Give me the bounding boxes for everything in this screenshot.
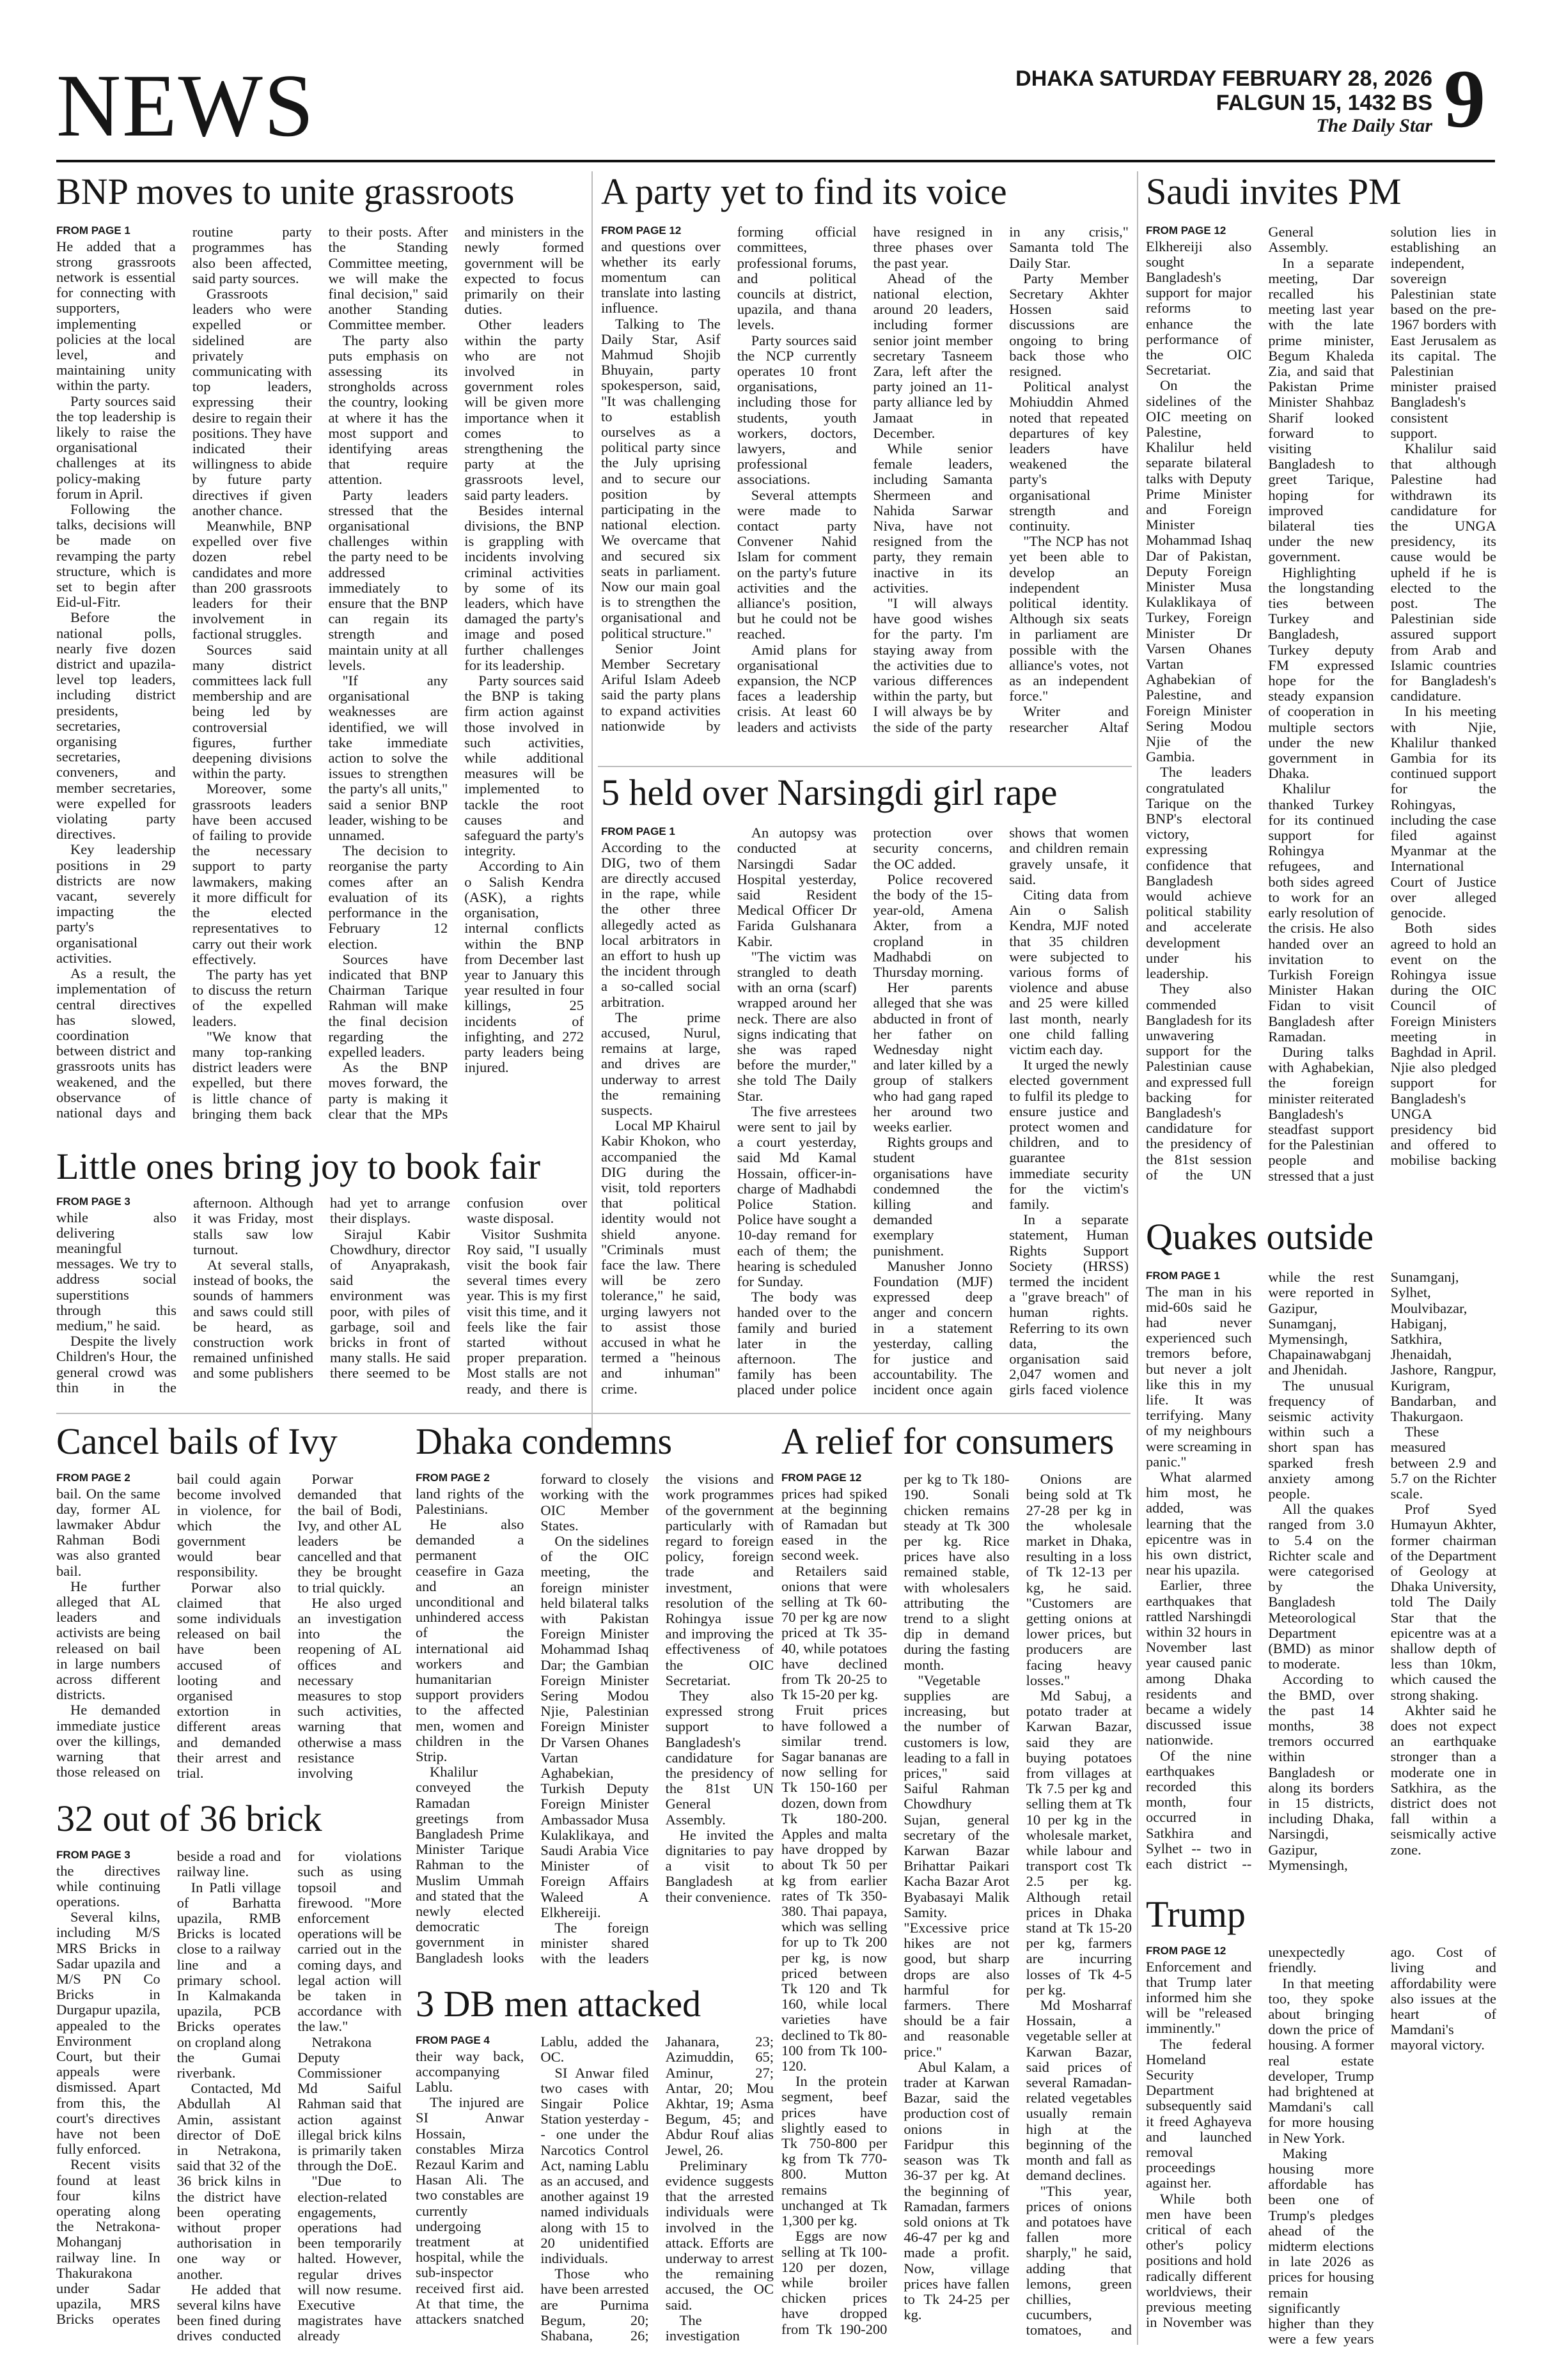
paragraph: Sirajul Kabir Chowdhury, director of Anyaprakash, said the environment was poor, with piles of garbage, soil and bricks in front of many stalls. He said there seemed to be confusion over waste disposal. xyxy=(330,1195,587,1381)
paragraph: It urged the newly elected government to fulfil its pledge to ensure justice and protect women and children, and to guarantee immediate security for the victim's family. xyxy=(1009,1057,1129,1213)
article-voice xyxy=(601,173,1129,761)
paragraph: "If any organisational weaknesses are identified, we will take immediate action to solve the issues to strengthen the party's all units," said a senior BNP leader, wishing to be unnamed. xyxy=(328,673,448,844)
paragraph: prices had spiked at the beginning of Ramadan but eased in the second week. xyxy=(781,1485,888,1564)
paragraph: Before the national polls, nearly five dozen district and upazila-level top leaders, including district presidents, secretaries, organising secretaries, conveners, and member secretaries, were expelled for violating party directives. xyxy=(56,609,176,843)
paragraph: According to Ain o Salish Kendra (ASK), a rights organisation, internal conflicts within the BNP from December last year to January this year resulted in four killings, 25 incidents of infighting, and 272 party leaders being injured. xyxy=(464,858,584,1076)
paragraph: "This year, prices of onions and potatoes have fallen more sharply," he said, adding that lemons, green chillies, cucumbers, tomatoes, and xyxy=(1026,2182,1132,2338)
headline: 32 out of 36 brick xyxy=(56,1800,322,1839)
paragraph: Md Mosharraf Hossain, a vegetable seller at Karwan Bazar, said prices of several Ramadan-related vegetables usually remain high at the beginning of the month and fall as demand declines. xyxy=(1026,1997,1132,2184)
paragraph: Sources said many district committees lack full membership and are being led by controversial figures, further deepening divisions within the party. xyxy=(192,641,312,782)
article-bnp xyxy=(56,173,584,1138)
article-dhaka-condemns xyxy=(416,1422,774,1979)
paragraph: Both sides agreed to hold an event on the Rohingya issue during the OIC Council of Foreign Ministers meeting in Baghdad in April. Njie also pledged support for Bangladesh's UNGA presidency bid and offered to mobilise backing xyxy=(1390,920,1496,1169)
headline: A relief for consumers xyxy=(781,1422,1115,1462)
paragraph: As the BNP moves forward, the party is making it clear that the MPs and ministers in the newly formed government will be expected to focus primarily on their duties. xyxy=(328,224,584,1122)
paragraph: Eggs are now selling at Tk 100-120 per dozen, while broiler chicken prices have dropped from Tk 190-200 per kg to Tk 180-190. Sonali chicken remains steady at Tk 300 per kg. Rice prices have also remained stable, with wholesalers attributing the trend to a slight dip in demand during the fasting month. xyxy=(781,1471,1010,2337)
paragraph: The party also puts emphasis on assessing its strongholds across the country, looking at where it has the most support and identifying areas that require attention. xyxy=(328,332,448,488)
from-page-label: FROM PAGE 12 xyxy=(781,1472,862,1484)
article-body xyxy=(1146,224,1496,1196)
from-page-label: FROM PAGE 2 xyxy=(416,1472,490,1484)
article-body xyxy=(601,224,1129,749)
paragraph: Several kilns, including M/S MRS Bricks in Sadar upazila and M/S PN Co Bricks in Durgapur upazila, appealed to the Environment Court, but their appeals were dismissed. Apart from this, the court's directives have not been fully enforced. xyxy=(56,1909,160,2158)
paragraph: Key leadership positions in 29 districts are now vacant, severely impacting the party's organisational activities. xyxy=(56,841,176,966)
paragraph: "Due to election-related engagements, operations had been temporarily halted. However, regular drives will now resume. Executive magistrates have already xyxy=(297,2173,402,2344)
column-divider xyxy=(1137,171,1138,2345)
article-trump xyxy=(1146,1895,1496,2356)
from-page-label: FROM PAGE 2 xyxy=(56,1472,130,1484)
paragraph: Netrakona Deputy Commissioner Md Saiful Rahman said that action against illegal brick kilns is primarily taken through the DoE. xyxy=(297,2034,402,2174)
article-body xyxy=(781,1472,1132,2347)
paragraph: In a separate meeting, Dar recalled his meeting last year with the late prime minister, Begum Khaleda Zia, and said that Pakistan Prime Minister Shahbaz Sharif looked forward to visiting Bangladesh to greet Tarique, hoping for improved bilateral ties under the new government. xyxy=(1268,254,1374,565)
paragraph: The leaders congratulated Tarique on the BNP's electoral victory, expressing confidence that Bangladesh would achieve political stability and accelerate development under his leadership. xyxy=(1146,764,1252,982)
from-page-label: FROM PAGE 1 xyxy=(601,825,675,838)
paragraph: The investigation xyxy=(665,2312,740,2344)
paragraph: Other leaders within the party who are not involved in government roles will be given more importance when it comes to strengthening the party at the grassroots level, said party leaders. xyxy=(464,316,584,503)
paragraph: Rights groups and student organisations have condemned the killing and demanded exemplary punishment. xyxy=(873,1134,993,1259)
paragraph: In that meeting too, they spoke about bringing down the price of housing. A former real estate developer, Trump had brightened at Mamdani's call for more housing in New York. xyxy=(1268,1975,1374,2146)
from-page-label: FROM PAGE 1 xyxy=(56,224,130,237)
paragraph: "The victim was strangled to death with an orna (scarf) wrapped around her neck. There are also signs indicating that she was raped before the murder," she told The Daily Star. xyxy=(737,948,857,1104)
paragraph: The decision to reorganise the party comes after an evaluation of its performance in the February 12 election. xyxy=(328,843,448,952)
paragraph: Earlier, three earthquakes that rattled Narshingdi within 32 hours in November last year caused panic among Dhaka residents and became a widely discussed issue nationwide. xyxy=(1146,1577,1252,1748)
paragraph: Meanwhile, BNP expelled over five dozen rebel candidates and more than 200 grassroots leaders for their involvement in factional struggles. xyxy=(192,518,312,642)
paragraph: In the protein segment, beef prices have slightly eased to Tk 750-800 per kg from Tk 770-800. Mutton remains unchanged at Tk 1,300 per kg. xyxy=(781,2073,888,2229)
paragraph: He invited the dignitaries to pay a visit to Bangladesh at their convenience. xyxy=(665,1826,774,1905)
paragraph: "Vegetable supplies are increasing, but the number of customers is low, leading to a fall in prices," said Saiful Rahman Chowdhury Sujan, general secretary of the Karwan Bazar Brihattar Paikari Kacha Bazar Arot Byabasayi Malik Samity. "Excessive price hikes are not good, but sharp drops are also harmful for farmers. There should be a fair and reasonable price." xyxy=(904,1672,1010,2060)
article-body xyxy=(56,224,584,1126)
paragraph: Of the nine earthquakes recorded this month, four occurred in Satkhira and Sylhet -- two in each district -- while the rest were reported in Gazipur, Sunamganj, Mymensingh, Chapainawabganj and Jhenidah. xyxy=(1146,1269,1374,1872)
paragraph: Elkhereiji also sought Bangladesh's support for major reforms to enhance the performance of the OIC Secretariat. xyxy=(1146,238,1252,378)
article-body xyxy=(601,825,1129,1401)
section-divider xyxy=(56,1413,1131,1414)
paragraph: Citing data from Ain o Salish Kendra, MJF noted that 35 children were subjected to various forms of violence and abuse and 25 were killed last month, nearly one child falling victim each day. xyxy=(1009,886,1129,1057)
paragraph: Senior Joint Member Secretary Ariful Islam Adeeb said the party plans to expand activities nationwide by forming official committees, professional forums, and political councils at district, upazila, and thana levels. xyxy=(601,224,857,734)
from-page-label: FROM PAGE 3 xyxy=(56,1849,130,1862)
paragraph: land rights of the Palestinians. xyxy=(416,1485,524,1517)
paragraph: Those who have been arrested are Purnima Begum, 20; Shabana, 26; Jahanara, 23; Azimuddin, 65; Aminur, 27; Antar, 20; Mou Akhtar, 19; Asma Begum, 45; and Abdur Rouf alias Jewel, 26. xyxy=(540,2034,774,2344)
paragraph: Akhter said he does not expect an earthquake stronger than a moderate one in Satkhira, as the district does not fall within a seismically active zone. xyxy=(1390,1702,1496,1858)
paragraph: Local MP Khairul Kabir Khokon, who accompanied the DIG during the visit, told reporters that political identity would not shield anyone. "Criminals must face the law. There will be zero tolerance," he said, urging lawyers not to assist those accused in what he termed a "heinous and inhuman" crime. xyxy=(601,1117,721,1397)
paragraph: He also urged an investigation into the reopening of AL offices and necessary measures to stop such activities, warning that otherwise a mass resistance involving xyxy=(297,1594,402,1782)
paragraph: Khalilur conveyed the Ramadan greetings from Bangladesh Prime Minister Tarique Rahman to the Muslim Ummah and stated that the newly elected democratic government in Bangladesh looks forward to closely working with the OIC Member States. xyxy=(416,1471,649,1966)
from-page-label: FROM PAGE 12 xyxy=(601,224,682,237)
paragraph: their way back, accompanying Lablu. xyxy=(416,2048,524,2095)
paragraph: and questions over whether its early momentum can translate into lasting influence. xyxy=(601,238,721,316)
paragraph: Porwar demanded that the bail of Bodi, Ivy, and other AL leaders be cancelled and that they be brought to trial quickly. xyxy=(297,1471,402,1596)
paragraph: In his meeting with Njie, Khalilur thanked Gambia for its continued support for the Rohingyas, including the case filed against Myanmar at the International Court of Justice over alleged genocide. xyxy=(1390,703,1496,921)
paragraph: All the quakes ranged from 3.0 to 5.4 on the Richter scale and were categorised by the Bangladesh Meteorological Department (BMD) as minor to moderate. xyxy=(1268,1501,1374,1672)
paragraph: An autopsy was conducted at Narsingdi Sadar Hospital yesterday, said Resident Medical Officer Dr Farida Gulshanara Kabir. xyxy=(737,825,857,949)
article-ivy xyxy=(56,1422,402,1793)
paragraph: Police recovered the body of the 15-year-old, Amena Akter, from a cropland in Madhabdi on Thursday morning. xyxy=(873,871,993,980)
article-book-fair xyxy=(56,1147,587,1410)
section-title: NEWS xyxy=(56,56,315,155)
paragraph: Several attempts were made to contact party Convener Nahid Islam for comment on the party's future activities and the alliance's position, but he could not be reached. xyxy=(737,486,857,642)
paragraph: SI Anwar filed two cases with Singair Police Station yesterday -- one under the Narcotics Control Act, naming Lablu as an accused, and another against 19 named individuals along with 15 to 20 unidentified individuals. xyxy=(540,2064,649,2266)
paragraph: The prime accused, Nurul, remains at large, and drives are underway to arrest the remaining suspects. xyxy=(601,1009,721,1118)
paragraph: Party sources said the NCP currently operates 10 front organisations, including those for students, youth workers, doctors, lawyers, and professional associations. xyxy=(737,332,857,488)
paragraph: Preliminary evidence suggests that the arrested individuals were involved in the attack. Efforts are underway to arrest the remaining accused, the OC said. xyxy=(665,2157,774,2313)
paragraph: Contacted, Md Abdullah Al Amin, assistant director of DoE in Netrakona, said that 32 of the 36 brick kilns in the district have been operating without proper authorisation in one way or another. xyxy=(176,2080,281,2282)
paragraph: Porwar also claimed that some individuals released on bail have been accused of looting and organised extortion in different areas and demanded their arrest and trial. xyxy=(176,1579,281,1782)
paragraph: Making housing more affordable has been one of Trump's pledges ahead of the midterm elections in late 2026 as prices for housing remain significantly higher than they were a few years ago. Cost of living and affordability were also issues at the heart of Mamdani's mayoral victory. xyxy=(1268,1944,1496,2347)
paragraph: Amid plans for organisational expansion, the NCP faces a leadership crisis. At least 60 leaders and activists have resigned in three phases over the past year. xyxy=(737,224,993,735)
article-quakes xyxy=(1146,1218,1496,1889)
paragraph: Party sources said the top leadership is likely to raise the organisational challenges at its policy-making forum in April. xyxy=(56,393,176,502)
column-divider xyxy=(591,171,593,1450)
paragraph: Moreover, some grassroots leaders have been accused of failing to provide the necessary support to party lawmakers, making it more difficult for the elected representatives to carry out their work effectively. xyxy=(192,781,312,967)
from-page-label: FROM PAGE 12 xyxy=(1146,1945,1226,1957)
paragraph: These measured between 2.9 and 5.7 on the Richter scale. xyxy=(1390,1424,1496,1502)
from-page-label: FROM PAGE 12 xyxy=(1146,224,1226,237)
headline: Dhaka condemns xyxy=(416,1422,673,1462)
paragraph: "I will always have good wishes for the party. I'm staying away from the activities due to various differences within the party, but I will always be by the side of the party in any crisis," Samanta told The Daily Star. xyxy=(873,224,1129,735)
headline: 5 held over Narsingdi girl rape xyxy=(601,774,1058,813)
paragraph: On the sidelines of the OIC meeting, the foreign minister held bilateral talks with Pakistan Foreign Minister Mohammad Ishaq Dar; the Gambian Foreign Minister Sering Modou Njie, Palestinian Foreign Minister Dr Varsen Ohanes Vartan Aghabekian, Turkish Deputy Foreign Minister Ambassador Musa Kulaklikaya, and Saudi Arabia Vice Minister of Foreign Affairs Waleed A Elkhereiji. xyxy=(540,1532,649,1920)
headline: Trump xyxy=(1146,1895,1246,1935)
article-brick-kilns xyxy=(56,1800,402,2356)
headline: 3 DB men attacked xyxy=(416,1985,701,2025)
dateline-date: DHAKA SATURDAY FEBRUARY 28, 2026 xyxy=(1015,66,1432,91)
article-body xyxy=(1146,1270,1496,1883)
paragraph: The foreign minister shared with the leaders the visions and work programmes of the government particularly with regard to foreign policy, foreign trade and investment, resolution of the Rohingya issue and improving the effectiveness of the OIC Secretariat. xyxy=(540,1471,774,1967)
paragraph: Talking to The Daily Star, Asif Mahmud Shojib Bhuyain, party spokesperson, said, "It was challenging to establish ourselves as a political party since the July uprising and to secure our position by participating in the national election. We overcame that and secured six seats in parliament. Now our main goal is to strengthen the organisational and political structure." xyxy=(601,315,721,641)
page-number: 9 xyxy=(1444,53,1485,145)
from-page-label: FROM PAGE 1 xyxy=(1146,1270,1220,1282)
paragraph: In a separate statement, Human Rights Support Society (HRSS) termed the incident a "grave breach" of human rights. Referring to its own data, the organisation said 2,047 women and girls faced violence xyxy=(1009,1211,1129,1398)
paragraph: At several stalls, instead of books, the sounds of hammers and saws could still be heard, as construction work remained unfinished and some publishers had yet to arrange their displays. xyxy=(193,1195,450,1381)
article-body xyxy=(56,1849,402,2347)
article-saudi xyxy=(1146,173,1496,1208)
paragraph: bail. On the same day, former AL lawmaker Abdur Rahman Bodi was also granted bail. xyxy=(56,1485,160,1579)
paragraph: Her parents alleged that she was abducted in front of her father on Wednesday night and later killed by a group of stalkers who had gang raped her around two weeks earlier. xyxy=(873,979,993,1135)
from-page-label: FROM PAGE 3 xyxy=(56,1195,130,1208)
from-page-label: FROM PAGE 4 xyxy=(416,2034,490,2047)
paragraph: According to the DIG, two of them are directly accused in the rape, while the other three allegedly acted as local arbitrators in an effort to hush up the incident through a so-called social arbitration. xyxy=(601,839,721,1010)
article-body xyxy=(416,1472,774,1970)
headline: Little ones bring joy to book fair xyxy=(56,1147,541,1187)
paragraph: "We know that many top-ranking district leaders were expelled, but there is little chance of bringing them back to their posts. After the Standing Committee meeting, we will make the final decision," said another Standing Committee member. xyxy=(192,224,448,1122)
paragraph: The federal Homeland Security Department subsequently said it freed Aghayeva and launched removal proceedings against her. xyxy=(1146,2035,1252,2191)
headline: Quakes outside xyxy=(1146,1218,1374,1257)
headline: Saudi invites PM xyxy=(1146,173,1402,212)
paragraph: the directives while continuing operations. xyxy=(56,1862,160,1909)
paragraph: While senior female leaders, including Samanta Shermeen and Nahida Sarwar Niva, have not resigned from the party, they remain inactive in its activities. xyxy=(873,440,993,596)
paragraph: Party Member Secretary Akhter Hossen said discussions are ongoing to bring back those who resigned. xyxy=(1009,270,1129,379)
paragraph: Party leaders stressed that the organisational challenges within the party need to be addressed immediately to ensure that the BNP can regain its strength and maintain unity at all levels. xyxy=(328,486,448,673)
paragraph: He demanded immediate justice over the killings, warning that those released on bail could again become involved in violence, for which the government would bear responsibility. xyxy=(56,1471,281,1780)
paragraph: He added that several kilns have been fined during drives conducted for violations such as using topsoil and firewood. "More enforcement operations will be carried out in the coming days, and legal action will be taken in accordance with the law." xyxy=(176,1848,402,2344)
paragraph: Writer and researcher Altaf xyxy=(1009,703,1129,735)
paragraph: Despite the lively Children's Hour, the general crowd was thin in the afternoon. Although it was Friday, most stalls saw low turnout. xyxy=(56,1195,313,1396)
paragraph: What alarmed him most, he added, was learning that the epicentre was in his own district, near his upazila. xyxy=(1146,1468,1252,1578)
paragraph: Abul Kalam, a trader at Karwan Bazar, said the production cost of onions in Faridpur this season was Tk 36-37 per kg. At the beginning of Ramadan, farmers sold onions at Tk 46-47 per kg and made a profit. Now, village prices have fallen to Tk 24-25 per kg. xyxy=(904,2058,1010,2323)
paragraph: While both men have been critical of each other's policy positions and hold radically different worldviews, their previous meeting in November was unexpectedly friendly. xyxy=(1146,1944,1345,2331)
paragraph: He added that a strong grassroots network is essential for connecting with supporters, implementing policies at the local level, and maintaining unity within the party. xyxy=(56,238,176,394)
paragraph: According to the BMD, over the past 14 months, 38 tremors occurred within Bangladesh or along its borders in 15 districts, including Dhaka, Narsingdi, Gazipur, Mymensingh, Sunamganj, Sylhet, Moulvibazar, Habiganj, Satkhira, Jhenaidah, Jashore, Rangpur, Kurigram, Bandarban, and Thakurgaon. xyxy=(1268,1269,1496,1873)
paragraph: Party sources said the BNP is taking firm action against those involved in such activities, while additional measures will be implemented to tackle the root causes and safeguard the party's integrity. xyxy=(464,673,584,859)
paragraph: while also delivering meaningful messages. We try to address social superstitions through this medium," he said. xyxy=(56,1209,176,1334)
article-db-men xyxy=(416,1985,774,2356)
masthead-rule xyxy=(56,160,1495,162)
article-body xyxy=(1146,1945,1496,2347)
headline: A party yet to find its voice xyxy=(601,173,1007,212)
paragraph: He further alleged that AL leaders and activists are being released on bail in large numbers across different districts. xyxy=(56,1578,160,1703)
paragraph: Following the talks, decisions will be made on revamping the party structure, which is set to begin after Eid-ul-Fitr. xyxy=(56,501,176,611)
paragraph: Khalilur thanked Turkey for its continued support for Rohingya refugees, and both sides agreed to work for an early resolution of the crisis. He also handed over an invitation to Turkish Foreign Minister Hakan Fidan to visit Bangladesh after Ramadan. xyxy=(1268,781,1374,1045)
paragraph: Grassroots leaders who were expelled or sidelined are privately communicating with top leaders, expressing their desire to regain their positions. They have indicated their willingness to abide by future party directives if given another chance. xyxy=(192,285,312,518)
paragraph: In Patli village of Barhatta upazila, RMB Bricks is located close to a railway line and a primary school. In Kalmakanda upazila, PCB Bricks operates on cropland along the Gumai riverbank. xyxy=(176,1879,281,2081)
paragraph: "The NCP has not yet been able to develop an independent political identity. Although six seats in parliament are possible with the alliance's votes, not as an independent force." xyxy=(1009,533,1129,704)
headline: BNP moves to unite grassroots xyxy=(56,173,515,212)
paragraph: Md Sabuj, a potato trader at Karwan Bazar, said they are buying potatoes from villages at Tk 7.5 per kg and selling them at Tk 10 per kg in the wholesale market, while labour and transport cost Tk 2.5 per kg. Although retail prices in Dhaka stand at Tk 15-20 per kg, farmers are incurring losses of Tk 4-5 per kg. xyxy=(1026,1688,1132,1998)
paragraph: Enforcement and that Trump later informed him she will be "released imminently." xyxy=(1146,1958,1252,2037)
paragraph: During talks with Aghabekian, the foreign minister reiterated Bangladesh's steadfast support for the Palestinian people and stressed that a just solution lies in establishing an independent, sovereign Palestinian state based on the pre-1967 borders with East Jerusalem as its capital. The Palestinian minister praised Bangladesh's consistent support. xyxy=(1268,224,1496,1184)
section-divider xyxy=(598,766,1132,767)
paragraph: Manusher Jonno Foundation (MJF) expressed deep anger and concern in a statement yesterday, calling for justice and accountability. The incident once again shows that women and children remain gravely unsafe, it said. xyxy=(873,825,1129,1398)
headline: Cancel bails of Ivy xyxy=(56,1422,338,1462)
paragraph: Prof Syed Humayun Akhter, former chairman of the Department of Geology at Dhaka University, told The Daily Star that the epicentre was at a shallow depth of less than 10km, which caused the strong shaking. xyxy=(1390,1501,1496,1703)
paragraph: Visitor Sushmita Roy said, "I usually visit the book fair several times every year. This is my first visit this time, and it feels like the fair started without proper preparation. Most stalls are not ready, and there is xyxy=(467,1225,587,1397)
paragraph: Fruit prices have followed a similar trend. Sagar bananas are now selling for Tk 150-160 per dozen, down from Tk 180-200. Apples and malta have dropped by about Tk 50 per kg from earlier rates of Tk 350-380. Thai papaya, which was selling for up to Tk 200 per kg, is now priced between Tk 120 and Tk 160, while local varieties have declined to Tk 80-100 from Tk 100-120. xyxy=(781,1702,888,2074)
paragraph: On the sidelines of the OIC meeting on Palestine, Khalilur held separate bilateral talks with Deputy Prime Minister and Foreign Minister Mohammad Ishaq Dar of Pakistan, Deputy Foreign Minister Musa Kulaklikaya of Turkey, Foreign Minister Dr Varsen Ohanes Vartan Aghabekian of Palestine, and Foreign Minister Sering Modou Njie of the Gambia. xyxy=(1146,377,1252,765)
paragraph: Onions are being sold at Tk 27-28 per kg in the wholesale market in Dhaka, resulting in a loss of Tk 12-13 per kg, he said. "Customers are getting onions at lower prices, but producers are facing heavy losses." xyxy=(1026,1471,1132,1688)
paragraph: Recent visits found at least four kilns operating along the Netrakona-Mohanganj railway line. In Thakurakona under Sadar upazila, MRS Bricks operates beside a road and railway line. xyxy=(56,1848,281,2328)
paragraph: They also expressed strong support to Bangladesh's candidature for the presidency of the 81st UN General Assembly. xyxy=(665,1688,774,1828)
article-narsingdi xyxy=(601,774,1129,1413)
paragraph: The unusual frequency of seismic activity within such a short span has sparked fresh anxiety among people. xyxy=(1268,1377,1374,1502)
article-relief-consumers xyxy=(781,1422,1132,2356)
paragraph: Highlighting the longstanding ties between Turkey and Bangladesh, Turkey deputy FM expressed hope for the steady expansion of cooperation in multiple sectors under the new government in Dhaka. xyxy=(1268,564,1374,782)
article-body xyxy=(56,1195,587,1406)
paragraph: Sources have indicated that BNP Chairman Tarique Rahman will make the final decision regarding the expelled leaders. xyxy=(328,951,448,1060)
paragraph: The party has yet to discuss the return of the expelled leaders. xyxy=(192,966,312,1029)
paragraph: Ahead of the national election, around 20 leaders, including former senior joint member secretary Tasneem Zara, left after the party joined an 11-party alliance led by Jamaat in December. xyxy=(873,270,993,441)
article-body xyxy=(416,2034,774,2347)
paragraph: The body was handed over to the family and buried later in the afternoon. The family has been placed under police protection over security concerns, the OC added. xyxy=(737,825,993,1398)
brand-logo: The Daily Star xyxy=(1316,115,1432,137)
paragraph: Retailers said onions that were selling at Tk 60-70 per kg are now priced at Tk 35-40, while potatoes have declined from Tk 20-25 to Tk 15-20 per kg. xyxy=(781,1562,888,1703)
paragraph: As a result, the implementation of central directives has slowed, coordination between district and grassroots units has weakened, and the observance of national days and routine party programmes has also been affected, said party sources. xyxy=(56,224,312,1121)
paragraph: Besides internal divisions, the BNP is grappling with incidents involving criminal activities by some of its leaders, which have damaged the party's image and posed further challenges for its leadership. xyxy=(464,502,584,673)
paragraph: The man in his mid-60s said he had never experienced such tremors before, but never a jolt like this in my life. It was terrifying. Many of my neighbours were screaming in panic." xyxy=(1146,1283,1252,1470)
paragraph: The injured are SI Anwar Hossain, constables Mirza Rezaul Karim and Hasan Ali. The two constables are currently undergoing treatment at hospital, while the sub-inspector received first aid. At that time, the attackers snatched Lablu, added the OC. xyxy=(416,2034,649,2327)
paragraph: The five arrestees were sent to jail by a court yesterday, said Md Kamal Hossain, officer-in-charge of Madhabdi Police Station. Police have sought a 10-day remand for each of them; the hearing is scheduled for Sunday. xyxy=(737,1103,857,1290)
paragraph: He also demanded a permanent ceasefire in Gaza and an unconditional and unhindered access of the international aid workers and humanitarian support providers to the affected men, women and children in the Strip. xyxy=(416,1516,524,1764)
article-body xyxy=(56,1472,402,1785)
dateline-bangla: FALGUN 15, 1432 BS xyxy=(1216,91,1432,116)
dateline xyxy=(998,66,1432,137)
paragraph: Political analyst Mohiuddin Ahmed noted that repeated departures of key leaders have weakened the party's organisational strength and continuity. xyxy=(1009,378,1129,534)
paragraph: Khalilur said that although Palestine had withdrawn its candidature for the UNGA presidency, its cause would be upheld if he is elected to the post. The Palestinian side assured support from Arab and Islamic countries for Bangladesh's candidature. xyxy=(1390,440,1496,704)
paragraph: They also commended Bangladesh for its unwavering support for the Palestinian cause and expressed full backing for Bangladesh's candidature for the presidency of the 81st session of the UN General Assembly. xyxy=(1146,224,1329,1183)
